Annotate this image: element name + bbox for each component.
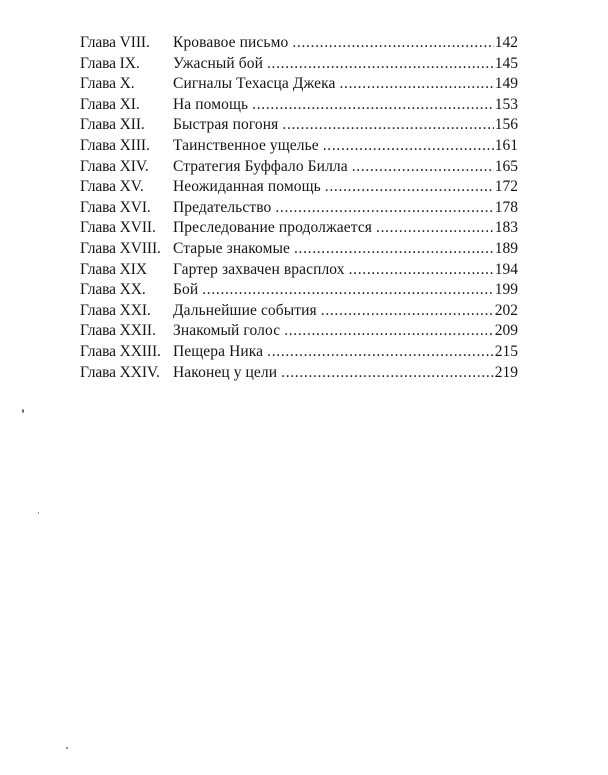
toc-entry bbox=[80, 301, 518, 322]
page-number: 194 bbox=[494, 260, 518, 278]
chapter-title: Гартер захвачен врасплох bbox=[173, 260, 345, 278]
page-number: 202 bbox=[494, 301, 518, 319]
page-number: 156 bbox=[494, 116, 518, 134]
chapter-title: Знакомый голос bbox=[173, 322, 281, 340]
chapter-label: Глава XXIII. bbox=[80, 342, 161, 360]
page-number: 219 bbox=[494, 363, 518, 381]
dot-leader bbox=[275, 198, 493, 219]
page-number: 215 bbox=[494, 342, 518, 360]
chapter-label: Глава XIV. bbox=[80, 157, 149, 175]
dot-leader bbox=[267, 342, 494, 363]
page-number: 165 bbox=[494, 157, 518, 175]
chapter-title: Наконец у цели bbox=[173, 363, 278, 381]
page-number: 199 bbox=[494, 281, 518, 299]
chapter-title: Предательство bbox=[173, 198, 272, 216]
toc-entry bbox=[80, 321, 518, 342]
chapter-label: Глава XIII. bbox=[80, 136, 150, 154]
page-number: 183 bbox=[494, 219, 518, 237]
chapter-label: Глава XXII. bbox=[80, 322, 156, 340]
page-number: 189 bbox=[494, 239, 518, 257]
dot-leader bbox=[376, 218, 494, 239]
chapter-label: Глава XV. bbox=[80, 178, 144, 196]
chapter-label: Глава XVI. bbox=[80, 198, 151, 216]
dot-leader bbox=[267, 54, 494, 75]
dot-leader bbox=[349, 260, 494, 281]
page-number: 161 bbox=[494, 136, 518, 154]
dot-leader bbox=[281, 363, 494, 384]
toc-entry bbox=[80, 115, 518, 136]
page-number: 172 bbox=[494, 178, 518, 196]
chapter-title: Преследование продолжается bbox=[173, 219, 373, 237]
chapter-title: На помощь bbox=[173, 95, 249, 113]
toc-entry bbox=[80, 74, 518, 95]
scan-speck bbox=[22, 409, 24, 413]
dot-leader bbox=[325, 177, 494, 198]
chapter-title: Неожиданная помощь bbox=[173, 178, 321, 196]
dot-leader bbox=[352, 157, 494, 178]
chapter-title: Дальнейшие события bbox=[173, 301, 317, 319]
page-number: 149 bbox=[494, 75, 518, 93]
dot-leader bbox=[323, 136, 494, 157]
dot-leader bbox=[339, 74, 493, 95]
chapter-title: Таинственное ущелье bbox=[173, 136, 319, 154]
dot-leader bbox=[294, 239, 494, 260]
scan-speck bbox=[66, 747, 68, 749]
page-number: 178 bbox=[494, 198, 518, 216]
chapter-title: Кровавое письмо bbox=[173, 34, 289, 51]
toc-entry bbox=[80, 33, 518, 54]
toc-entry bbox=[80, 177, 518, 198]
chapter-label: Глава XXIV. bbox=[80, 363, 160, 381]
toc-entry bbox=[80, 136, 518, 157]
chapter-label: Глава XIX bbox=[80, 260, 147, 278]
page-number: 145 bbox=[494, 54, 518, 72]
chapter-label: Глава IX. bbox=[80, 54, 140, 72]
chapter-title: Сигналы Техасца Джека bbox=[173, 75, 336, 93]
chapter-label: Глава XX. bbox=[80, 281, 146, 299]
dot-leader bbox=[282, 115, 493, 136]
scan-speck bbox=[38, 512, 39, 514]
chapter-title: Быстрая погоня bbox=[173, 116, 279, 134]
chapter-label: Глава XXI. bbox=[80, 301, 151, 319]
dot-leader bbox=[252, 95, 494, 116]
toc-entry bbox=[80, 260, 518, 281]
page-number: 209 bbox=[494, 322, 518, 340]
toc-entry bbox=[80, 342, 518, 363]
dot-leader bbox=[292, 33, 493, 54]
toc-entry bbox=[80, 363, 518, 384]
chapter-label: Глава XVIII. bbox=[80, 239, 161, 257]
toc-entry bbox=[80, 157, 518, 178]
chapter-label: Глава XI. bbox=[80, 95, 140, 113]
chapter-title: Старые знакомые bbox=[173, 239, 290, 257]
chapter-label: Глава VIII. bbox=[80, 34, 150, 51]
chapter-label: Глава XVII. bbox=[80, 219, 156, 237]
toc-entry bbox=[80, 280, 518, 301]
toc-entry bbox=[80, 54, 518, 75]
chapter-label: Глава X. bbox=[80, 75, 135, 93]
dot-leader bbox=[284, 321, 494, 342]
chapter-title: Бой bbox=[173, 281, 199, 299]
dot-leader bbox=[321, 301, 494, 322]
chapter-title: Стратегия Буффало Билла bbox=[173, 157, 348, 175]
page-number: 142 bbox=[494, 34, 518, 51]
chapter-title: Пещера Ника bbox=[173, 342, 264, 360]
toc-entry bbox=[80, 95, 518, 116]
table-of-contents bbox=[80, 33, 518, 383]
dot-leader bbox=[202, 280, 494, 301]
toc-entry bbox=[80, 239, 518, 260]
chapter-label: Глава XII. bbox=[80, 116, 145, 134]
toc-entry bbox=[80, 218, 518, 239]
toc-entry bbox=[80, 198, 518, 219]
chapter-title: Ужасный бой bbox=[173, 54, 263, 72]
page-number: 153 bbox=[494, 95, 518, 113]
